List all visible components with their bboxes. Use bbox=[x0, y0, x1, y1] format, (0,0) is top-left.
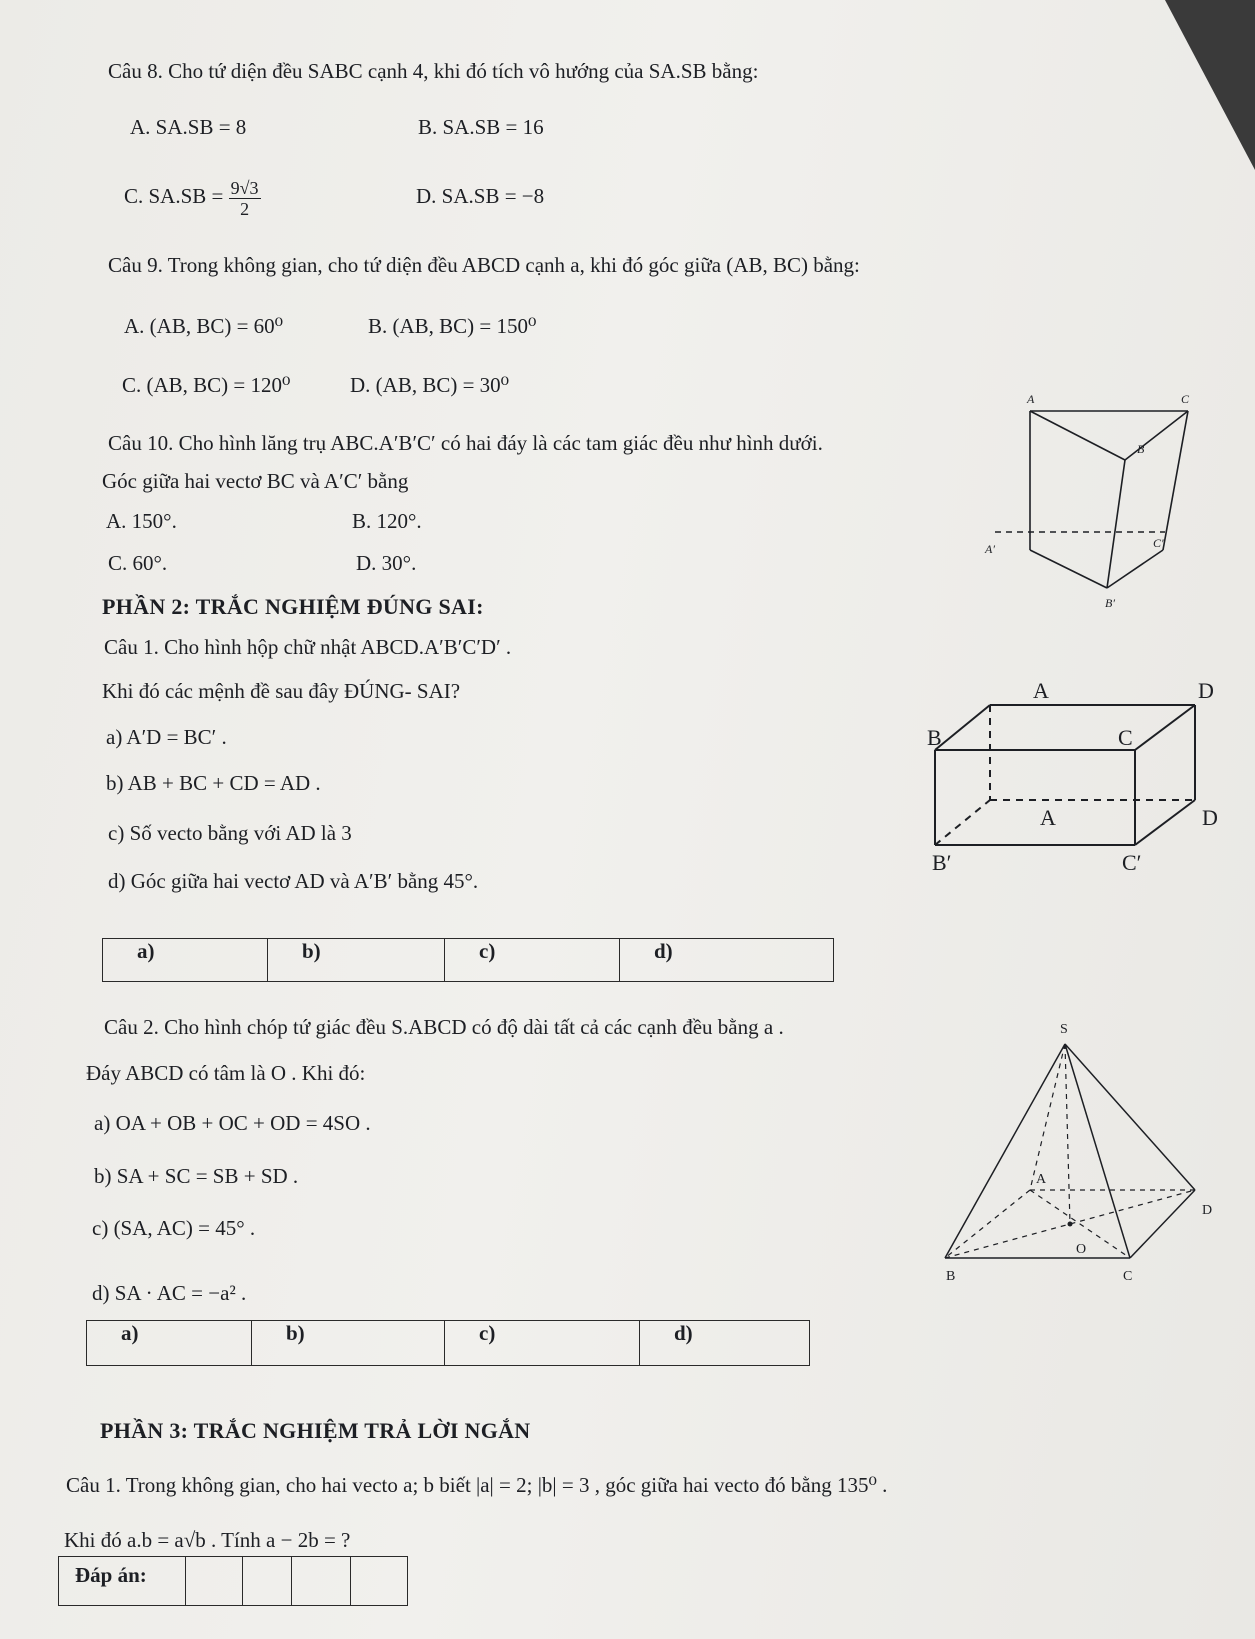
box-figure bbox=[927, 670, 1220, 885]
p2q1-answer-cell-a[interactable]: a) bbox=[103, 939, 268, 982]
box-label-a-bottom: A bbox=[1040, 805, 1056, 830]
p2q1-statement-a: a) A′D = BC′ . bbox=[106, 725, 227, 749]
q9-option-b: B. (AB, BC) = 150⁰ bbox=[368, 314, 537, 338]
box-label-d-top: D bbox=[1198, 678, 1214, 703]
p3q1-answer-table bbox=[58, 1556, 408, 1606]
q8-option-c-fraction bbox=[229, 178, 261, 219]
q8-option-c-label: C. SA.SB = bbox=[124, 184, 224, 208]
box-label-b-top: B bbox=[927, 725, 942, 750]
q10-option-b: B. 120°. bbox=[352, 509, 422, 533]
p3q1-stem-line1: Câu 1. Trong không gian, cho hai vecto a; b biết |a| = 2; |b| = 3 , góc giữa hai vecto đó bằng 135⁰ . bbox=[66, 1473, 888, 1497]
p2q1-statement-b: b) AB + BC + CD = AD . bbox=[106, 771, 321, 795]
p2q1-answer-table bbox=[102, 938, 834, 982]
p2q1-stem-line2: Khi đó các mệnh đề sau đây ĐÚNG- SAI? bbox=[102, 679, 461, 703]
q10-stem-line1: Câu 10. Cho hình lăng trụ ABC.A′B′C′ có hai đáy là các tam giác đều như hình dưới. bbox=[108, 431, 823, 455]
p2q1-answer-cell-d[interactable]: d) bbox=[620, 939, 834, 982]
prism-label-b-prime: B′ bbox=[1105, 596, 1115, 610]
box-label-d-bottom: D bbox=[1202, 805, 1218, 830]
p2q1-statement-d: d) Góc giữa hai vectơ AD và A′B′ bằng 45°. bbox=[108, 869, 479, 893]
p3q1-answer-box-2[interactable] bbox=[243, 1557, 292, 1606]
p2q2-statement-a: a) OA + OB + OC + OD = 4SO . bbox=[94, 1111, 371, 1135]
p3q1-answer-box-3[interactable] bbox=[292, 1557, 351, 1606]
prism-label-b: B bbox=[1137, 442, 1145, 456]
box-label-c-top: C bbox=[1118, 725, 1133, 750]
p2q2-statement-d: d) SA · AC = −a² . bbox=[92, 1281, 247, 1305]
q8-option-c-denominator: 2 bbox=[240, 198, 250, 219]
p2q2-stem-line1: Câu 2. Cho hình chóp tứ giác đều S.ABCD có độ dài tất cả các cạnh đều bằng a . bbox=[104, 1015, 784, 1039]
q8-option-a: A. SA.SB = 8 bbox=[130, 115, 247, 139]
q9-option-c: C. (AB, BC) = 120⁰ bbox=[122, 373, 291, 397]
p3q1-answer-box-1[interactable] bbox=[186, 1557, 243, 1606]
part2-title: PHẦN 2: TRẮC NGHIỆM ĐÚNG SAI: bbox=[102, 594, 484, 619]
dark-corner bbox=[1165, 0, 1255, 170]
p2q2-answer-table bbox=[86, 1320, 810, 1366]
prism-figure bbox=[985, 385, 1210, 615]
q10-option-a: A. 150°. bbox=[106, 509, 177, 533]
pyramid-label-o: O bbox=[1076, 1242, 1087, 1257]
p3q1-answer-box-4[interactable] bbox=[351, 1557, 408, 1606]
q9-option-d: D. (AB, BC) = 30⁰ bbox=[350, 373, 510, 397]
q9-stem: Câu 9. Trong không gian, cho tứ diện đều ABCD cạnh a, khi đó góc giữa (AB, BC) bằng: bbox=[108, 253, 860, 277]
p2q1-answer-cell-c[interactable]: c) bbox=[445, 939, 620, 982]
box-label-b-prime: B′ bbox=[932, 850, 952, 875]
pyramid-label-b: B bbox=[946, 1269, 956, 1284]
p2q2-answer-cell-d[interactable]: d) bbox=[640, 1321, 810, 1366]
p2q2-answer-cell-b[interactable]: b) bbox=[252, 1321, 445, 1366]
p2q1-answer-cell-b[interactable]: b) bbox=[268, 939, 445, 982]
q8-option-d: D. SA.SB = −8 bbox=[416, 184, 545, 208]
pyramid-label-a: A bbox=[1036, 1172, 1047, 1187]
part3-title: PHẦN 3: TRẮC NGHIỆM TRẢ LỜI NGẮN bbox=[100, 1418, 531, 1443]
q8-stem: Câu 8. Cho tứ diện đều SABC cạnh 4, khi đó tích vô hướng của SA.SB bằng: bbox=[108, 59, 759, 83]
p2q2-statement-b: b) SA + SC = SB + SD . bbox=[94, 1164, 299, 1188]
p2q1-statement-c: c) Số vecto bằng với AD là 3 bbox=[108, 821, 352, 845]
q10-option-c: C. 60°. bbox=[108, 551, 168, 575]
prism-label-a: A bbox=[1027, 392, 1035, 406]
box-label-c-prime: C′ bbox=[1122, 850, 1142, 875]
p2q1-stem-line1: Câu 1. Cho hình hộp chữ nhật ABCD.A′B′C′D′ . bbox=[104, 635, 512, 659]
p2q2-answer-cell-c[interactable]: c) bbox=[445, 1321, 640, 1366]
q9-option-a: A. (AB, BC) = 60⁰ bbox=[124, 314, 284, 338]
q8-option-b: B. SA.SB = 16 bbox=[418, 115, 544, 139]
p3q1-answer-label: Đáp án: bbox=[59, 1557, 186, 1606]
prism-label-a-prime: A′ bbox=[985, 542, 995, 556]
pyramid-label-d: D bbox=[1202, 1203, 1213, 1218]
prism-label-c-prime: C′ bbox=[1153, 536, 1164, 550]
p3q1-stem-line2: Khi đó a.b = a√b . Tính a − 2b = ? bbox=[64, 1528, 351, 1552]
p2q2-statement-c: c) (SA, AC) = 45° . bbox=[92, 1216, 256, 1240]
pyramid-label-s: S bbox=[1060, 1022, 1068, 1037]
q10-option-d: D. 30°. bbox=[356, 551, 417, 575]
pyramid-label-c: C bbox=[1123, 1269, 1133, 1284]
pyramid-center-point bbox=[1068, 1222, 1073, 1227]
p2q2-stem-line2: Đáy ABCD có tâm là O . Khi đó: bbox=[86, 1061, 366, 1085]
q8-option-c bbox=[124, 168, 261, 224]
p2q2-answer-cell-a[interactable]: a) bbox=[87, 1321, 252, 1366]
box-label-a-top: A bbox=[1033, 678, 1049, 703]
pyramid-figure bbox=[940, 1018, 1215, 1293]
q8-option-c-numerator: 9√3 bbox=[230, 177, 259, 198]
q10-stem-line2: Góc giữa hai vectơ BC và A′C′ bằng bbox=[102, 469, 409, 493]
prism-label-c: C bbox=[1181, 392, 1190, 406]
